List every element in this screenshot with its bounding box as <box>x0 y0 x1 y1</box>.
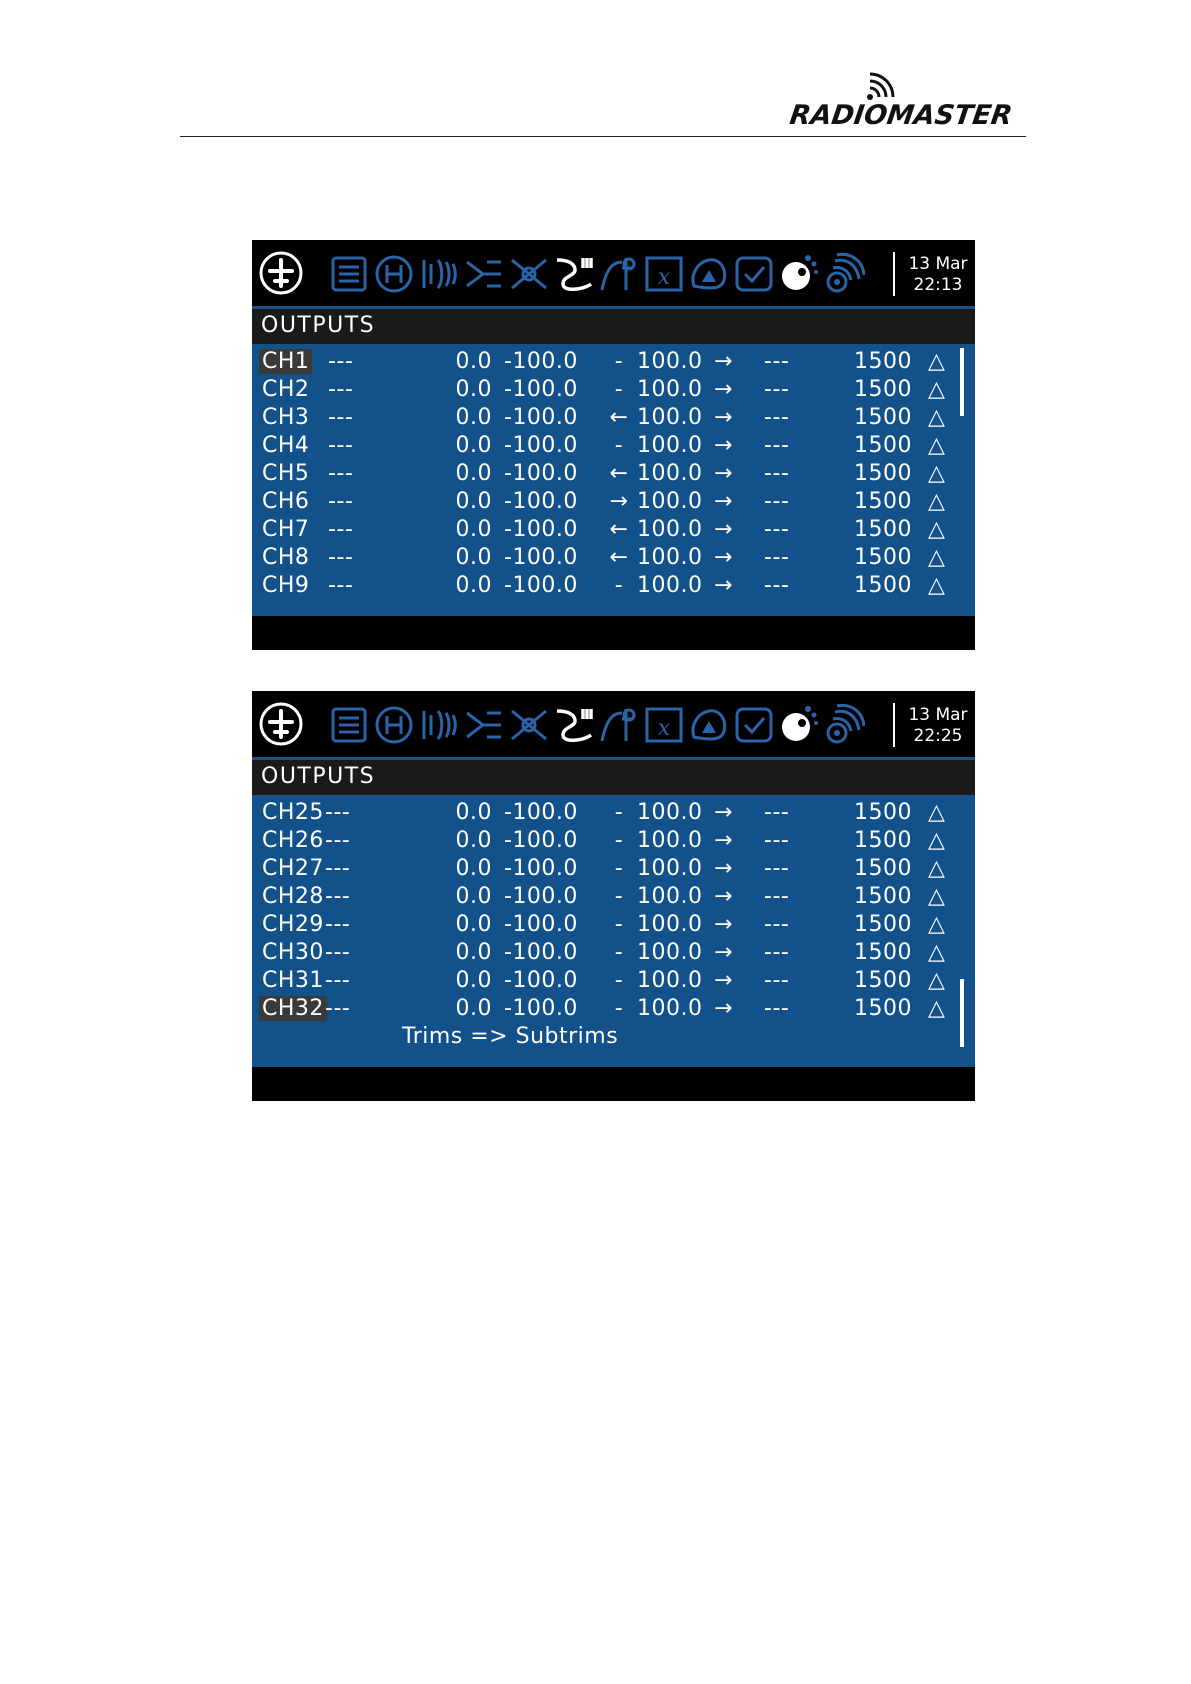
output-row[interactable] <box>252 459 952 489</box>
curve-arrow: → <box>714 405 733 430</box>
source-value: --- <box>325 968 351 993</box>
max-value: 100.0 <box>637 996 703 1021</box>
max-value: 100.0 <box>637 573 703 598</box>
scrollbar[interactable] <box>960 348 964 416</box>
telemetry-icon[interactable] <box>823 703 865 747</box>
source-value: --- <box>325 828 351 853</box>
curve-value: --- <box>764 517 790 542</box>
output-row[interactable] <box>252 938 952 968</box>
symmetry-indicator: △ <box>928 545 946 570</box>
channel-name: CH3 <box>262 405 310 430</box>
mixes-icon[interactable] <box>508 252 550 296</box>
model-setup-icon[interactable] <box>328 703 370 747</box>
direction-indicator: - <box>614 968 624 993</box>
output-row[interactable] <box>252 347 952 377</box>
title-bar <box>252 760 975 795</box>
curve-value: --- <box>764 461 790 486</box>
ppm-center-value: 1500 <box>854 968 912 993</box>
direction-indicator: - <box>614 912 624 937</box>
curve-arrow: → <box>714 800 733 825</box>
direction-indicator: ← <box>609 405 629 430</box>
outputs-icon[interactable] <box>553 703 595 747</box>
curve-arrow: → <box>714 912 733 937</box>
curve-arrow: → <box>714 517 733 542</box>
curve-value: --- <box>764 545 790 570</box>
clock-time: 22:13 <box>913 275 963 295</box>
min-value: -100.0 <box>504 884 578 909</box>
output-row[interactable] <box>252 375 952 405</box>
offset-value: 0.0 <box>455 517 492 542</box>
direction-indicator: ← <box>609 545 629 570</box>
curve-value: --- <box>764 377 790 402</box>
direction-indicator: - <box>614 828 624 853</box>
source-value: --- <box>328 489 354 514</box>
ppm-center-value: 1500 <box>854 800 912 825</box>
svg-text:x: x <box>657 716 671 741</box>
direction-indicator: - <box>614 940 624 965</box>
offset-value: 0.0 <box>455 912 492 937</box>
max-value: 100.0 <box>637 856 703 881</box>
max-value: 100.0 <box>637 461 703 486</box>
clock-separator <box>893 252 895 296</box>
curve-value: --- <box>764 912 790 937</box>
curve-arrow: → <box>714 573 733 598</box>
custom-scripts-icon[interactable] <box>778 703 820 747</box>
channel-name: CH25 <box>262 800 324 825</box>
symmetry-indicator: △ <box>928 996 946 1021</box>
offset-value: 0.0 <box>455 940 492 965</box>
curve-arrow: → <box>714 489 733 514</box>
source-value: --- <box>325 884 351 909</box>
channel-name: CH2 <box>262 377 310 402</box>
page-title: OUTPUTS <box>261 764 376 789</box>
offset-value: 0.0 <box>455 573 492 598</box>
ppm-center-value: 1500 <box>854 573 912 598</box>
symmetry-indicator: △ <box>928 489 946 514</box>
clock-date: 13 Mar <box>908 254 968 274</box>
max-value: 100.0 <box>637 828 703 853</box>
symmetry-indicator: △ <box>928 405 946 430</box>
trims-to-subtrims-button[interactable]: Trims => Subtrims <box>402 1024 619 1049</box>
ppm-center-value: 1500 <box>854 884 912 909</box>
inputs-icon[interactable] <box>463 252 505 296</box>
output-row[interactable] <box>252 910 952 940</box>
output-row[interactable] <box>252 854 952 884</box>
min-value: -100.0 <box>504 489 578 514</box>
symmetry-indicator: △ <box>928 800 946 825</box>
source-value: --- <box>325 856 351 881</box>
ppm-center-value: 1500 <box>854 433 912 458</box>
min-value: -100.0 <box>504 517 578 542</box>
min-value: -100.0 <box>504 433 578 458</box>
ppm-center-value: 1500 <box>854 405 912 430</box>
global-variables-icon[interactable] <box>643 252 685 296</box>
direction-indicator: - <box>614 856 624 881</box>
source-value: --- <box>325 800 351 825</box>
channel-name: CH26 <box>262 828 324 853</box>
source-value: --- <box>325 996 351 1021</box>
direction-indicator: - <box>614 377 624 402</box>
max-value: 100.0 <box>637 489 703 514</box>
channel-name: CH30 <box>262 940 324 965</box>
channel-name: CH5 <box>262 461 310 486</box>
model-setup-icon[interactable] <box>328 252 370 296</box>
flight-modes-icon[interactable] <box>418 703 460 747</box>
symmetry-indicator: △ <box>928 968 946 993</box>
bottom-bar <box>252 1067 975 1101</box>
source-value: --- <box>325 940 351 965</box>
offset-value: 0.0 <box>455 800 492 825</box>
output-row[interactable] <box>252 543 952 573</box>
scrollbar[interactable] <box>960 979 964 1047</box>
source-value: --- <box>328 517 354 542</box>
source-value: --- <box>328 433 354 458</box>
ppm-center-value: 1500 <box>854 912 912 937</box>
min-value: -100.0 <box>504 349 578 374</box>
curve-value: --- <box>764 405 790 430</box>
output-row[interactable] <box>252 571 952 601</box>
ppm-center-value: 1500 <box>854 377 912 402</box>
ppm-center-value: 1500 <box>854 349 912 374</box>
ppm-center-value: 1500 <box>854 517 912 542</box>
max-value: 100.0 <box>637 349 703 374</box>
max-value: 100.0 <box>637 940 703 965</box>
direction-indicator: - <box>614 433 624 458</box>
source-value: --- <box>328 573 354 598</box>
curve-arrow: → <box>714 968 733 993</box>
outputs-screen-2 <box>252 691 975 1101</box>
curve-value: --- <box>764 940 790 965</box>
symmetry-indicator: △ <box>928 517 946 542</box>
offset-value: 0.0 <box>455 884 492 909</box>
symmetry-indicator: △ <box>928 461 946 486</box>
max-value: 100.0 <box>637 545 703 570</box>
source-value: --- <box>328 461 354 486</box>
offset-value: 0.0 <box>455 968 492 993</box>
channel-name: CH6 <box>262 489 310 514</box>
channel-name: CH7 <box>262 517 310 542</box>
channel-name: CH32 <box>259 996 327 1021</box>
direction-indicator: ← <box>609 461 629 486</box>
symmetry-indicator: △ <box>928 940 946 965</box>
direction-indicator: - <box>614 884 624 909</box>
channel-name: CH9 <box>262 573 310 598</box>
global-variables-icon[interactable] <box>643 703 685 747</box>
curve-value: --- <box>764 349 790 374</box>
output-row[interactable] <box>252 403 952 433</box>
max-value: 100.0 <box>637 377 703 402</box>
curve-value: --- <box>764 489 790 514</box>
clock-separator <box>893 703 895 747</box>
symmetry-indicator: △ <box>928 828 946 853</box>
source-value: --- <box>328 405 354 430</box>
svg-text:x: x <box>657 265 671 290</box>
output-row[interactable] <box>252 798 952 828</box>
inputs-icon[interactable] <box>463 703 505 747</box>
home-icon[interactable] <box>258 250 304 296</box>
channel-name: CH8 <box>262 545 310 570</box>
min-value: -100.0 <box>504 940 578 965</box>
clock <box>902 705 974 747</box>
symmetry-indicator: △ <box>928 856 946 881</box>
min-value: -100.0 <box>504 968 578 993</box>
curve-arrow: → <box>714 940 733 965</box>
top-bar <box>252 691 975 757</box>
min-value: -100.0 <box>504 545 578 570</box>
max-value: 100.0 <box>637 912 703 937</box>
offset-value: 0.0 <box>455 856 492 881</box>
ppm-center-value: 1500 <box>854 489 912 514</box>
heli-icon[interactable] <box>373 252 415 296</box>
ppm-center-value: 1500 <box>854 856 912 881</box>
curve-arrow: → <box>714 884 733 909</box>
brand-name: RADIOMASTER <box>787 100 1015 131</box>
signal-icon <box>864 70 904 102</box>
min-value: -100.0 <box>504 573 578 598</box>
curve-arrow: → <box>714 996 733 1021</box>
min-value: -100.0 <box>504 856 578 881</box>
curve-arrow: → <box>714 545 733 570</box>
curve-value: --- <box>764 828 790 853</box>
curve-arrow: → <box>714 856 733 881</box>
curve-value: --- <box>764 573 790 598</box>
offset-value: 0.0 <box>455 433 492 458</box>
special-functions-icon[interactable] <box>733 703 775 747</box>
min-value: -100.0 <box>504 461 578 486</box>
offset-value: 0.0 <box>455 405 492 430</box>
outputs-screen-1 <box>252 240 975 650</box>
title-bar <box>252 309 975 344</box>
source-value: --- <box>328 377 354 402</box>
heli-icon[interactable] <box>373 703 415 747</box>
channel-name: CH1 <box>259 349 312 374</box>
symmetry-indicator: △ <box>928 377 946 402</box>
custom-scripts-icon[interactable] <box>778 252 820 296</box>
ppm-center-value: 1500 <box>854 545 912 570</box>
offset-value: 0.0 <box>455 996 492 1021</box>
direction-indicator: - <box>614 996 624 1021</box>
curve-value: --- <box>764 884 790 909</box>
source-value: --- <box>328 349 354 374</box>
curve-value: --- <box>764 800 790 825</box>
curve-value: --- <box>764 996 790 1021</box>
telemetry-icon[interactable] <box>823 252 865 296</box>
min-value: -100.0 <box>504 405 578 430</box>
curve-arrow: → <box>714 828 733 853</box>
max-value: 100.0 <box>637 405 703 430</box>
max-value: 100.0 <box>637 433 703 458</box>
symmetry-indicator: △ <box>928 349 946 374</box>
page-title: OUTPUTS <box>261 313 376 338</box>
output-row[interactable] <box>252 882 952 912</box>
offset-value: 0.0 <box>455 828 492 853</box>
output-row[interactable] <box>252 826 952 856</box>
max-value: 100.0 <box>637 800 703 825</box>
offset-value: 0.0 <box>455 461 492 486</box>
symmetry-indicator: △ <box>928 433 946 458</box>
min-value: -100.0 <box>504 912 578 937</box>
max-value: 100.0 <box>637 968 703 993</box>
max-value: 100.0 <box>637 517 703 542</box>
source-value: --- <box>325 912 351 937</box>
direction-indicator: - <box>614 800 624 825</box>
output-row[interactable] <box>252 431 952 461</box>
curve-arrow: → <box>714 349 733 374</box>
curve-arrow: → <box>714 377 733 402</box>
brand-logo <box>787 70 1022 136</box>
symmetry-indicator: △ <box>928 912 946 937</box>
min-value: -100.0 <box>504 377 578 402</box>
min-value: -100.0 <box>504 800 578 825</box>
min-value: -100.0 <box>504 996 578 1021</box>
curve-value: --- <box>764 968 790 993</box>
ppm-center-value: 1500 <box>854 940 912 965</box>
ppm-center-value: 1500 <box>854 996 912 1021</box>
curves-icon[interactable] <box>598 703 640 747</box>
logical-switches-icon[interactable] <box>688 703 730 747</box>
offset-value: 0.0 <box>455 545 492 570</box>
source-value: --- <box>328 545 354 570</box>
curve-value: --- <box>764 856 790 881</box>
home-icon[interactable] <box>258 701 304 747</box>
ppm-center-value: 1500 <box>854 461 912 486</box>
output-row[interactable] <box>252 515 952 545</box>
curve-arrow: → <box>714 461 733 486</box>
symmetry-indicator: △ <box>928 884 946 909</box>
clock-time: 22:25 <box>913 726 963 746</box>
mixes-icon[interactable] <box>508 703 550 747</box>
special-functions-icon[interactable] <box>733 252 775 296</box>
clock-date: 13 Mar <box>908 705 968 725</box>
symmetry-indicator: △ <box>928 573 946 598</box>
channel-name: CH4 <box>262 433 310 458</box>
output-row[interactable] <box>252 994 952 1024</box>
bottom-bar <box>252 616 975 650</box>
output-row[interactable] <box>252 966 952 996</box>
offset-value: 0.0 <box>455 377 492 402</box>
channel-name: CH31 <box>262 968 324 993</box>
outputs-list <box>252 344 975 616</box>
min-value: -100.0 <box>504 828 578 853</box>
clock <box>902 254 974 296</box>
output-row[interactable] <box>252 487 952 517</box>
flight-modes-icon[interactable] <box>418 252 460 296</box>
offset-value: 0.0 <box>455 489 492 514</box>
ppm-center-value: 1500 <box>854 828 912 853</box>
outputs-list <box>252 795 975 1067</box>
direction-indicator: ← <box>609 517 629 542</box>
channel-name: CH28 <box>262 884 324 909</box>
header-rule <box>180 136 1026 137</box>
outputs-icon[interactable] <box>553 252 595 296</box>
channel-name: CH27 <box>262 856 324 881</box>
channel-name: CH29 <box>262 912 324 937</box>
direction-indicator: - <box>614 573 624 598</box>
offset-value: 0.0 <box>455 349 492 374</box>
curve-arrow: → <box>714 433 733 458</box>
curves-icon[interactable] <box>598 252 640 296</box>
curve-value: --- <box>764 433 790 458</box>
logical-switches-icon[interactable] <box>688 252 730 296</box>
direction-indicator: - <box>614 349 624 374</box>
max-value: 100.0 <box>637 884 703 909</box>
top-bar <box>252 240 975 306</box>
direction-indicator: → <box>609 489 629 514</box>
